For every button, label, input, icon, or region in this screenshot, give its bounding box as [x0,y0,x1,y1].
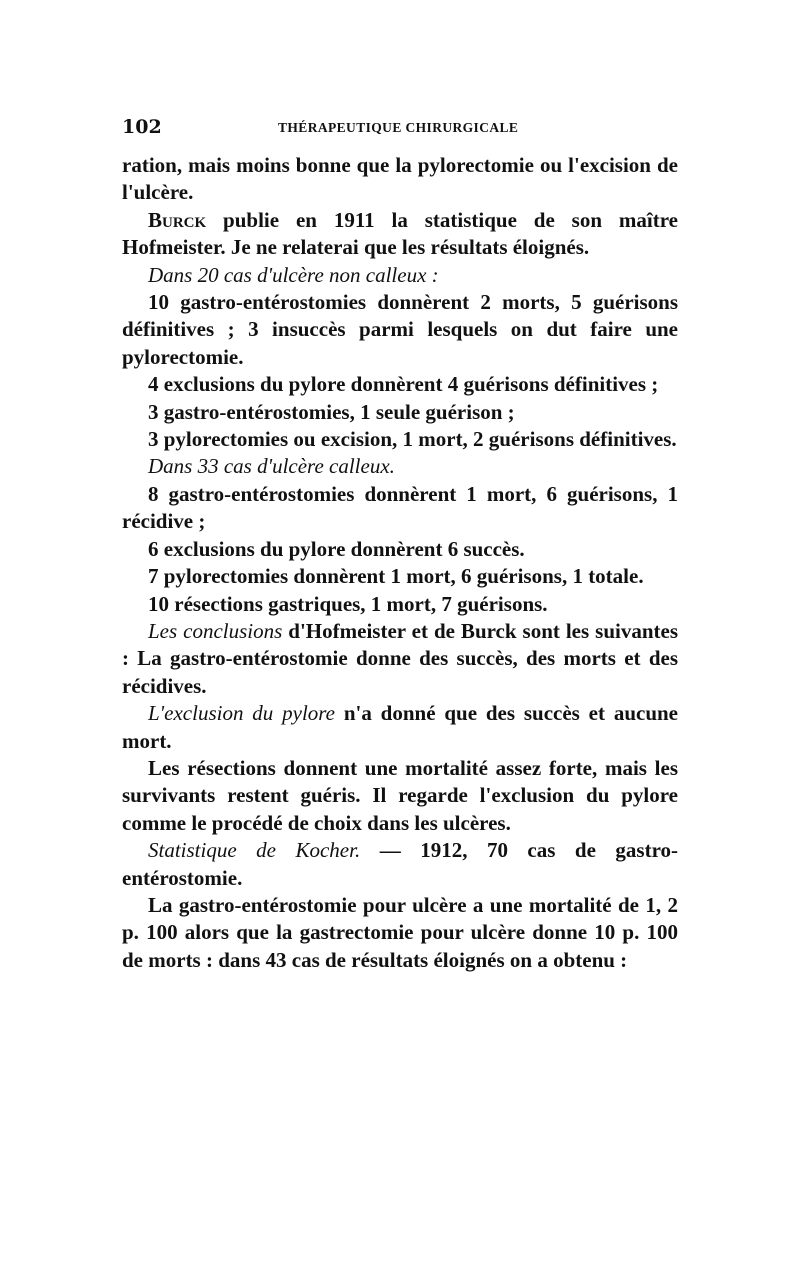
author-name: Burck [148,207,207,232]
paragraph: 3 pylorectomies ou excision, 1 mort, 2 guérisons définitives. [148,427,677,452]
paragraph: 10 gastro-entérostomies donnèrent 2 morts, 5 guérisons définitives ; 3 insuccès parmi lesquels on dut faire une pylorectomie. [122,290,678,369]
paragraph [122,618,678,700]
paragraph: 7 pylorectomies donnèrent 1 mort, 6 guérisons, 1 totale. [148,564,644,589]
paragraph: La gastro-entérostomie pour ulcère a une mortalité de 1, 2 p. 100 alors que la gastrectomie pour ulcère donne 10 p. 100 de morts : dans 43 cas de résultats éloignés on a obtenu : [122,892,678,972]
paragraph-text: n'a donné que des succès et aucune mort. [122,701,678,753]
section-heading: Dans 33 cas d'ulcère calleux. [148,454,395,479]
paragraph: 6 exclusions du pylore donnèrent 6 succès. [148,536,525,561]
page-header [122,116,678,140]
paragraph: 8 gastro-entérostomies donnèrent 1 mort, 6 guérisons, 1 récidive ; [122,481,678,534]
italic-phrase: Statistique de Kocher. [148,838,361,863]
paragraph: ration, mais moins bonne que la pylorectomie ou l'excision de l'ulcère. [122,153,678,205]
paragraph-text: d'Hofmeister et de Burck sont les suivantes : La gastro-entérostomie donne des succès, des morts et des récidives. [122,618,679,698]
paragraph [122,700,678,755]
body-text [122,152,678,974]
paragraph: 3 gastro-entérostomies, 1 seule guérison ; [148,399,515,424]
italic-phrase: L'exclusion du pylore [148,701,335,726]
page-number: 102 [122,116,162,138]
italic-phrase: Les conclusions [148,618,283,643]
paragraph [122,207,678,262]
paragraph [122,837,678,892]
paragraph: 4 exclusions du pylore donnèrent 4 guérisons définitives ; [148,372,659,397]
paragraph: 10 résections gastriques, 1 mort, 7 guérisons. [148,591,548,616]
paragraph-text: — 1912, 70 cas de gastro-entérostomie. [122,838,679,890]
section-heading: Dans 20 cas d'ulcère non calleux : [148,262,439,287]
paragraph-text: publie en 1911 la statistique de son maître Hofmeister. Je ne relaterai que les résultats éloignés. [122,207,678,260]
running-title: THÉRAPEUTIQUE CHIRURGICALE [278,120,519,135]
paragraph: Les résections donnent une mortalité assez forte, mais les survivants restent guéris. Il regarde l'exclusion du pylore comme le procédé de choix dans les ulcères. [122,755,678,835]
